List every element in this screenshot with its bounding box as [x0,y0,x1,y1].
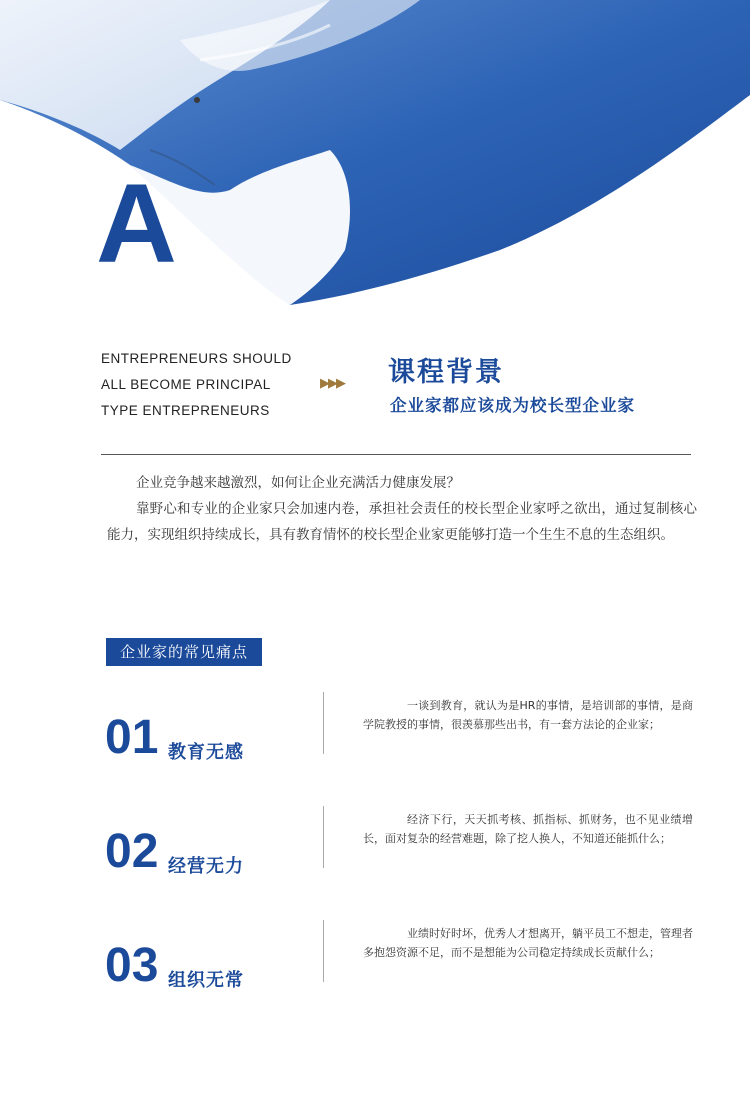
intro-paragraph: 企业竞争越来越激烈，如何让企业充满活力健康发展？ [136,475,460,491]
pain-point-title: 经营无力 [168,856,244,877]
intro-text [107,470,697,548]
vertical-divider [323,920,324,982]
pain-point-description: 业绩时好时坏，优秀人才想离开，躺平员工不想走，管理者多抱怨资源不足，而不是想能为公司稳定持续成长贡献什么； [363,927,693,959]
pain-point-title: 组织无常 [168,970,244,991]
page-subtitle: 企业家都应该成为校长型企业家 [390,396,635,415]
triple-arrow-icon: ▶▶▶ [320,376,344,391]
pain-point-number: 01 [105,711,159,764]
pain-point-item [105,813,705,896]
pain-points-label: 企业家的常见痛点 [106,638,262,666]
intro-paragraph: 靠野心和专业的企业家只会加速内卷，承担社会责任的校长型企业家呼之欲出，通过复制核心能力，实现组织持续成长，具有教育情怀的校长型企业家更能够打造一个生生不息的生态组织。 [107,501,697,543]
vertical-divider [323,692,324,754]
pain-point-description: 一谈到教育，就认为是HR的事情，是培训部的事情，是商学院教授的事情，很羡慕那些出书，有一套方法论的企业家； [363,699,693,731]
english-heading [101,346,301,424]
section-letter: A [96,161,177,286]
page-title: 课程背景 [388,357,504,388]
pain-point-item [105,699,705,782]
pain-point-number: 03 [105,939,159,992]
divider [101,454,691,455]
english-heading-line: ALL BECOME PRINCIPAL [101,377,271,392]
vertical-divider [323,806,324,868]
pain-point-title: 教育无感 [168,742,244,763]
pain-point-item [105,927,705,1010]
english-heading-line: ENTREPRENEURS SHOULD [101,351,292,366]
pain-point-number: 02 [105,825,159,878]
english-heading-line: TYPE ENTREPRENEURS [101,403,270,418]
pain-point-description: 经济下行，天天抓考核、抓指标、抓财务，也不见业绩增长，面对复杂的经营难题，除了挖人换人，不知道还能抓什么； [363,813,693,845]
